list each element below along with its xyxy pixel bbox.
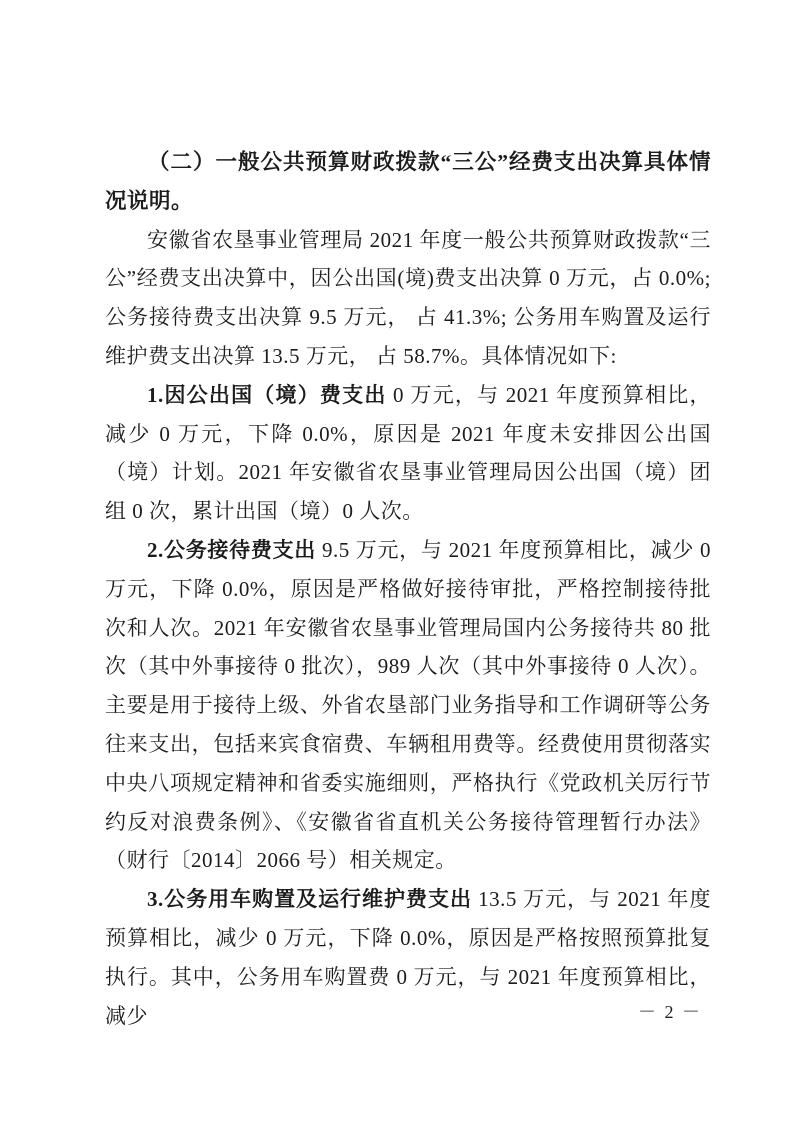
paragraph-item-3-lead: 3.公务用车购置及运行维护费支出 [147,887,472,912]
paragraph-item-1-lead: 1.因公出国（境）费支出 [147,382,387,407]
document-body [105,143,711,1035]
paragraph-item-3 [105,880,711,1035]
section-heading: （二）一般公共预算财政拨款“三公”经费支出决算具体情况说明。 [105,150,711,213]
page-number: － 2 － [638,1002,702,1022]
paragraph-item-3-text: 13.5 万元，与 2021 年度预算相比，减少 0 万元，下降 0.0%，原因是严格按照预算批复执行。其中，公务用车购置费 0 万元，与 2021 年度预算相比，减少 [105,887,711,1028]
paragraph-item-1-text: 0 万元，与 2021 年度预算相比，减少 0 万元，下降 0.0%，原因是 2021 年度未安排因公出国（境）计划。2021 年安徽省农垦事业管理局因公出国（境）团组 0 次，累计出国（境）0 人次。 [105,382,712,524]
paragraph-item-2-text: 9.5 万元，与 2021 年度预算相比，减少 0 万元，下降 0.0%，原因是严格做好接待审批，严格控制接待批次和人次。2021 年安徽省农垦事业管理局国内公务接待共 80 批次（其中外事接待 0 批次），989 人次（其中外事接待 0 人次）。主要是用于接待上级、外省农垦部门业务指导和工作调研等公务往来支出，包括来宾食宿费、车辆租用费等。经费使用贯彻落实中央八项规定精神和省委实施细则，严格执行《党政机关厉行节约反对浪费条例》、《安徽省省直机关公务接待管理暂行办法》（财行〔2014〕2066 号）相关规定。 [105,537,712,873]
paragraph-item-2-lead: 2.公务接待费支出 [147,537,317,562]
paragraph-item-2 [105,531,711,880]
paragraph-item-1 [105,376,711,531]
intro-paragraph: 安徽省农垦事业管理局 2021 年度一般公共预算财政拨款“三公”经费支出决算中，因公出国(境)费支出决算 0 万元，占 0.0%; 公务接待费支出决算 9.5 万元， 占 41.3%; 公务用车购置及运行维护费支出决算 13.5 万元， 占 58.7%。具体情况如下: [105,227,711,368]
